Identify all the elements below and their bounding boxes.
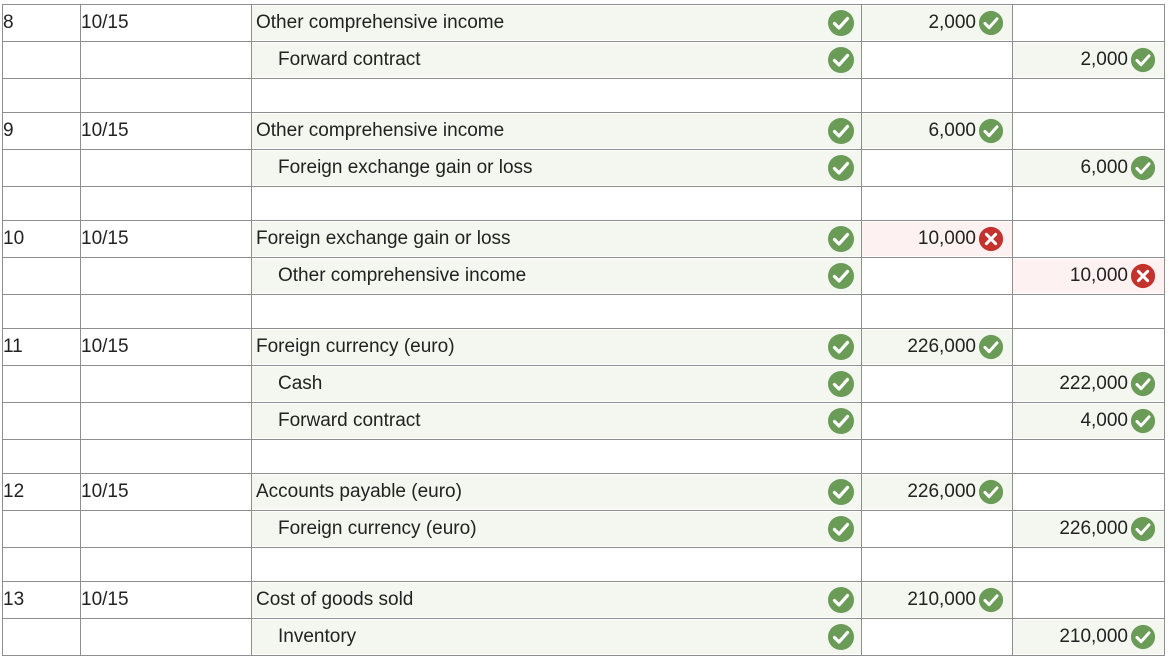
account-cell [252,5,862,42]
credit-amount: 2,000 [1080,49,1128,70]
account-name: Foreign currency (euro) [256,336,455,357]
entry-no-cell [3,440,81,474]
entry-number: 13 [3,589,25,610]
account-dropdown[interactable] [252,620,861,654]
entry-number: 12 [3,481,25,502]
debit-cell [862,440,1013,474]
journal-row [3,221,1165,258]
entry-date: 10/15 [81,589,129,610]
x-circle-icon [1130,263,1156,289]
credit-input[interactable] [1013,330,1164,364]
credit-input[interactable] [1013,512,1164,546]
check-circle-icon [978,10,1004,36]
account-name: Cash [278,373,323,394]
debit-cell [862,474,1013,511]
check-circle-icon [827,586,855,614]
spacer-row [3,187,1165,221]
account-dropdown[interactable] [252,367,861,401]
date-cell [81,582,252,619]
credit-input[interactable] [1013,43,1164,77]
debit-input[interactable] [862,620,1012,654]
check-circle-icon [827,46,855,74]
debit-input[interactable] [862,583,1012,617]
debit-cell [862,150,1013,187]
date-cell [81,295,252,329]
date-cell [81,221,252,258]
account-dropdown[interactable] [252,330,861,364]
debit-cell [862,511,1013,548]
journal-row [3,258,1165,295]
date-cell [81,329,252,366]
account-cell [252,150,862,187]
date-cell [81,619,252,656]
date-cell [81,5,252,42]
date-cell [81,79,252,113]
account-dropdown[interactable] [252,512,861,546]
account-name: Forward contract [278,49,421,70]
account-name: Other comprehensive income [278,265,527,286]
debit-input[interactable] [862,475,1012,509]
credit-input[interactable] [1013,222,1164,256]
entry-number: 11 [3,336,23,357]
check-circle-icon [978,479,1004,505]
entry-number: 9 [3,120,14,141]
check-circle-icon [978,118,1004,144]
debit-cell [862,258,1013,295]
journal-row [3,113,1165,150]
entry-no-cell [3,5,81,42]
spacer-row [3,79,1165,113]
entry-no-cell [3,258,81,295]
credit-amount: 222,000 [1059,373,1128,394]
credit-input[interactable] [1013,583,1164,617]
check-circle-icon [978,587,1004,613]
entry-no-cell [3,511,81,548]
account-cell [252,474,862,511]
account-cell [252,440,862,474]
account-cell [252,295,862,329]
account-name: Foreign exchange gain or loss [256,228,511,249]
debit-cell [862,221,1013,258]
account-dropdown[interactable] [252,151,861,185]
check-circle-icon [827,117,855,145]
account-dropdown[interactable] [252,583,861,617]
debit-amount: 2,000 [928,12,976,33]
date-cell [81,474,252,511]
credit-cell [1013,403,1165,440]
date-cell [81,440,252,474]
date-cell [81,258,252,295]
account-dropdown[interactable] [252,6,861,40]
debit-cell [862,403,1013,440]
debit-input[interactable] [862,404,1012,438]
entry-no-cell [3,150,81,187]
spacer-row [3,548,1165,582]
account-name: Other comprehensive income [256,12,505,33]
debit-cell [862,366,1013,403]
debit-input[interactable] [862,6,1012,40]
credit-cell [1013,258,1165,295]
credit-input[interactable] [1013,475,1164,509]
check-circle-icon [1130,47,1156,73]
account-dropdown[interactable] [252,259,861,293]
account-dropdown[interactable] [252,114,861,148]
spacer-row [3,295,1165,329]
entry-no-cell [3,582,81,619]
check-circle-icon [827,515,855,543]
account-cell [252,221,862,258]
credit-input[interactable] [1013,6,1164,40]
credit-cell [1013,440,1165,474]
account-name: Cost of goods sold [256,589,414,610]
check-circle-icon [827,154,855,182]
credit-input[interactable] [1013,367,1164,401]
date-cell [81,42,252,79]
debit-input[interactable] [862,114,1012,148]
account-cell [252,113,862,150]
credit-input[interactable] [1013,114,1164,148]
account-name: Other comprehensive income [256,120,505,141]
check-circle-icon [827,225,855,253]
credit-cell [1013,548,1165,582]
check-circle-icon [827,478,855,506]
credit-cell [1013,295,1165,329]
debit-amount: 10,000 [917,228,976,249]
credit-amount: 10,000 [1069,265,1128,286]
journal-row [3,329,1165,366]
entry-no-cell [3,329,81,366]
debit-cell [862,79,1013,113]
journal-row [3,474,1165,511]
credit-amount: 210,000 [1059,626,1128,647]
debit-input[interactable] [862,367,1012,401]
account-dropdown[interactable] [252,222,861,256]
debit-input[interactable] [862,259,1012,293]
check-circle-icon [978,334,1004,360]
date-cell [81,113,252,150]
account-dropdown[interactable] [252,404,861,438]
account-dropdown[interactable] [252,475,861,509]
check-circle-icon [827,370,855,398]
account-name: Accounts payable (euro) [256,481,462,502]
debit-cell [862,582,1013,619]
account-cell [252,511,862,548]
check-circle-icon [1130,371,1156,397]
journal-table [2,4,1165,656]
credit-amount: 226,000 [1059,518,1128,539]
credit-input[interactable] [1013,259,1164,293]
entry-no-cell [3,221,81,258]
entry-date: 10/15 [81,12,129,33]
entry-number: 8 [3,12,14,33]
credit-input[interactable] [1013,151,1164,185]
entry-number: 10 [3,228,25,249]
journal-row [3,582,1165,619]
account-name: Foreign currency (euro) [278,518,477,539]
account-cell [252,258,862,295]
entry-no-cell [3,295,81,329]
account-cell [252,403,862,440]
debit-cell [862,329,1013,366]
entry-no-cell [3,474,81,511]
journal-row [3,619,1165,656]
x-circle-icon [978,226,1004,252]
account-dropdown[interactable] [252,43,861,77]
entry-no-cell [3,79,81,113]
debit-cell [862,619,1013,656]
entry-no-cell [3,548,81,582]
check-circle-icon [827,623,855,651]
journal-row [3,5,1165,42]
debit-input[interactable] [862,222,1012,256]
check-circle-icon [827,333,855,361]
date-cell [81,548,252,582]
credit-cell [1013,511,1165,548]
credit-cell [1013,221,1165,258]
date-cell [81,187,252,221]
check-circle-icon [1130,624,1156,650]
debit-amount: 226,000 [907,336,976,357]
credit-cell [1013,79,1165,113]
debit-cell [862,548,1013,582]
spacer-row [3,440,1165,474]
entry-date: 10/15 [81,481,129,502]
journal-row [3,150,1165,187]
debit-input[interactable] [862,151,1012,185]
journal-table-body [3,5,1165,656]
debit-input[interactable] [862,43,1012,77]
entry-no-cell [3,187,81,221]
credit-cell [1013,150,1165,187]
entry-no-cell [3,113,81,150]
entry-no-cell [3,619,81,656]
journal-row [3,511,1165,548]
debit-cell [862,113,1013,150]
date-cell [81,150,252,187]
credit-cell [1013,113,1165,150]
credit-amount: 4,000 [1080,410,1128,431]
account-cell [252,582,862,619]
account-cell [252,42,862,79]
journal-row [3,366,1165,403]
credit-amount: 6,000 [1080,157,1128,178]
debit-cell [862,187,1013,221]
entry-date: 10/15 [81,336,129,357]
credit-cell [1013,187,1165,221]
account-name: Inventory [278,626,357,647]
debit-input[interactable] [862,330,1012,364]
credit-cell [1013,366,1165,403]
check-circle-icon [1130,408,1156,434]
entry-no-cell [3,366,81,403]
credit-input[interactable] [1013,620,1164,654]
date-cell [81,511,252,548]
account-cell [252,79,862,113]
entry-date: 10/15 [81,120,129,141]
check-circle-icon [827,9,855,37]
account-cell [252,187,862,221]
credit-cell [1013,42,1165,79]
debit-amount: 226,000 [907,481,976,502]
journal-row [3,42,1165,79]
account-cell [252,329,862,366]
credit-cell [1013,5,1165,42]
account-name: Foreign exchange gain or loss [278,157,533,178]
entry-date: 10/15 [81,228,129,249]
check-circle-icon [1130,516,1156,542]
account-cell [252,619,862,656]
entry-no-cell [3,42,81,79]
credit-input[interactable] [1013,404,1164,438]
credit-cell [1013,619,1165,656]
entry-no-cell [3,403,81,440]
debit-amount: 6,000 [928,120,976,141]
credit-cell [1013,582,1165,619]
date-cell [81,366,252,403]
check-circle-icon [1130,155,1156,181]
credit-cell [1013,329,1165,366]
check-circle-icon [827,262,855,290]
account-cell [252,548,862,582]
credit-cell [1013,474,1165,511]
debit-cell [862,5,1013,42]
debit-cell [862,42,1013,79]
account-name: Forward contract [278,410,421,431]
journal-row [3,403,1165,440]
debit-cell [862,295,1013,329]
check-circle-icon [827,407,855,435]
debit-input[interactable] [862,512,1012,546]
account-cell [252,366,862,403]
debit-amount: 210,000 [907,589,976,610]
date-cell [81,403,252,440]
